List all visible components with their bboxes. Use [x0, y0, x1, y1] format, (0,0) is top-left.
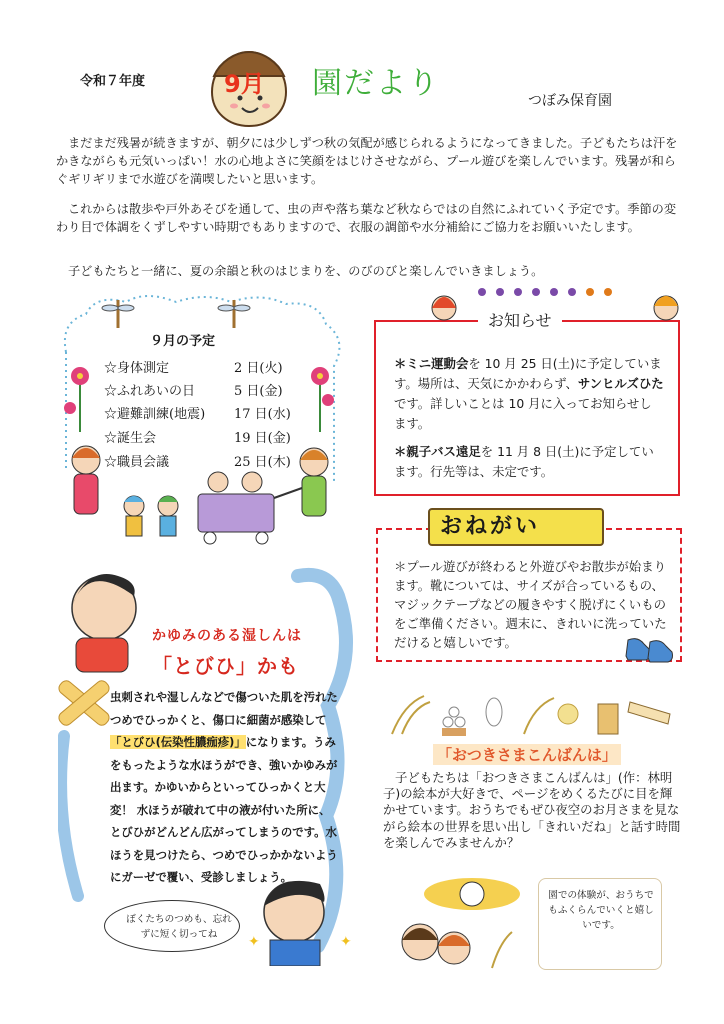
- itchy-text: になります。: [245, 735, 314, 749]
- request-heading: おねがい: [440, 514, 541, 539]
- schedule-row: [104, 451, 304, 473]
- cosmos-flower-icon: [311, 367, 334, 432]
- schedule-event: ☆職員会議: [104, 455, 170, 470]
- schedule-date: 2 日(火): [234, 361, 283, 376]
- schedule-event: ☆避難訓練(地震): [104, 407, 206, 422]
- notice-event-name: ＊親子バス遠足: [394, 444, 481, 459]
- request-text: ＊プール遊びが終わると外遊びやお散歩が始まります。靴については、サイズが合っているもの、マジックテープなどの履きやすく脱げにくいものをご準備ください。週末に、きれいに洗っていただけると嬉しいです。: [394, 559, 667, 650]
- shoes-icon: [624, 632, 676, 666]
- intro-paragraph: これからは散歩や戸外あそびを通して、虫の声や落ち葉など秋ならではの自然にふれていく予定です。季節の変わり目で体調をくずしやすい時期でもありますので、衣服の調節や水分補給にご協力をお願いいたします。: [56, 202, 677, 234]
- school-name: つぼみ保育園: [528, 93, 612, 109]
- moon-text: 子どもたちは「おつきさまこんばんは」(作：林明子)の絵本が大好きで、ページをめくるたびに目を輝かせています。おうちでもぜひ夜空のお月さまを見ながら絵本の世界を思い出し「きれいだね」と話す時間を楽しんでみませんか？: [383, 770, 681, 850]
- cosmos-flower-icon: [64, 367, 89, 432]
- schedule-title: ９月の予定: [150, 334, 216, 349]
- schedule-date: 19 日(金): [234, 431, 291, 446]
- schedule-date: 5 日(金): [234, 384, 283, 399]
- month-badge: 9月: [224, 70, 265, 98]
- svg-text:✦: ✦: [340, 934, 352, 950]
- moon-note-text: 園での体験が、おうちでもふくらんでいくと嬉しいです。: [548, 890, 654, 931]
- notice-event-name: ＊ミニ運動会: [394, 356, 469, 371]
- notice-item: [394, 442, 664, 482]
- newsletter-title: 園だより: [312, 66, 440, 101]
- svg-text:✦: ✦: [248, 934, 260, 950]
- schedule-event: ☆誕生会: [104, 431, 157, 446]
- itchy-highlight: 「とびひ(伝染性膿痂疹)」: [110, 735, 246, 749]
- notice-heading: お知らせ: [478, 308, 562, 331]
- children-moon-illustration: [392, 872, 532, 970]
- bandage-icon: [58, 678, 111, 727]
- itchy-subheading: 「とびひ」かも: [152, 654, 299, 678]
- schedule-row: [104, 357, 304, 379]
- year-label: 令和７年度: [80, 74, 146, 89]
- schedule-row: [104, 380, 304, 402]
- itchy-text: 虫刺されや湿しんなどで傷ついた肌を汚れたつめでひっかくと、傷口に細菌が感染して: [110, 690, 338, 727]
- moon-viewing-decoration-icon: [384, 694, 680, 738]
- notice-venue: サンヒルズひた: [577, 376, 664, 391]
- dragonfly-icon: [102, 300, 134, 328]
- notice-text: を 11 月 8 日(土)に予定しています。行先等は、未定です。: [394, 444, 654, 479]
- schedule-event: ☆ふれあいの日: [104, 384, 196, 399]
- itchy-heading: かゆみのある湿しんは: [152, 628, 302, 644]
- schedule-event: ☆身体測定: [104, 361, 170, 376]
- schedule-row: [104, 403, 304, 425]
- moon-book-title: 「おつきさまこんばんは」: [433, 744, 621, 765]
- itchy-text: かゆいからといってひっかくと大変！ 水ほうが破れて中の液が付いた所に、とびひがどんどん広がってしまうのです。水ほうを見つけたら、つめでひっかかないようにガーゼで覆い、受診しましょう。: [110, 780, 338, 884]
- itchy-body-text: [110, 686, 338, 889]
- notice-text: を 10 月 25 日(土)に予定しています。場所は、天気にかかわらず、: [394, 356, 662, 391]
- notice-item: [394, 354, 664, 434]
- intro-paragraph: まだまだ残暑が続きますが、朝夕には少しずつ秋の気配が感じられるようになってきました。子どもたちは汗をかきながらも元気いっぱい！水の心地よさに笑顔をはじけさせながら、プール遊びを楽しんでいます。残暑が和らぐギリギリまで水遊びを満喫したいと思います。: [56, 136, 678, 186]
- intro-paragraph: 子どもたちと一緒に、夏の余韻と秋のはじまりを、のびのびと楽しんでいきましょう。: [68, 264, 544, 278]
- schedule-date: 17 日(水): [234, 407, 291, 422]
- speech-bubble-text: ぼくたちのつめも、忘れずに短く切ってね: [126, 914, 232, 940]
- schedule-row: [104, 427, 304, 449]
- itchy-emphasis: うみをもったような水ほうができ、強いかゆみが出ます。: [110, 735, 338, 794]
- notice-text: です。詳しいことは 10 月に入ってお知らせします。: [394, 396, 652, 431]
- schedule-date: 25 日(木): [234, 455, 291, 470]
- dragonfly-icon: [218, 300, 250, 328]
